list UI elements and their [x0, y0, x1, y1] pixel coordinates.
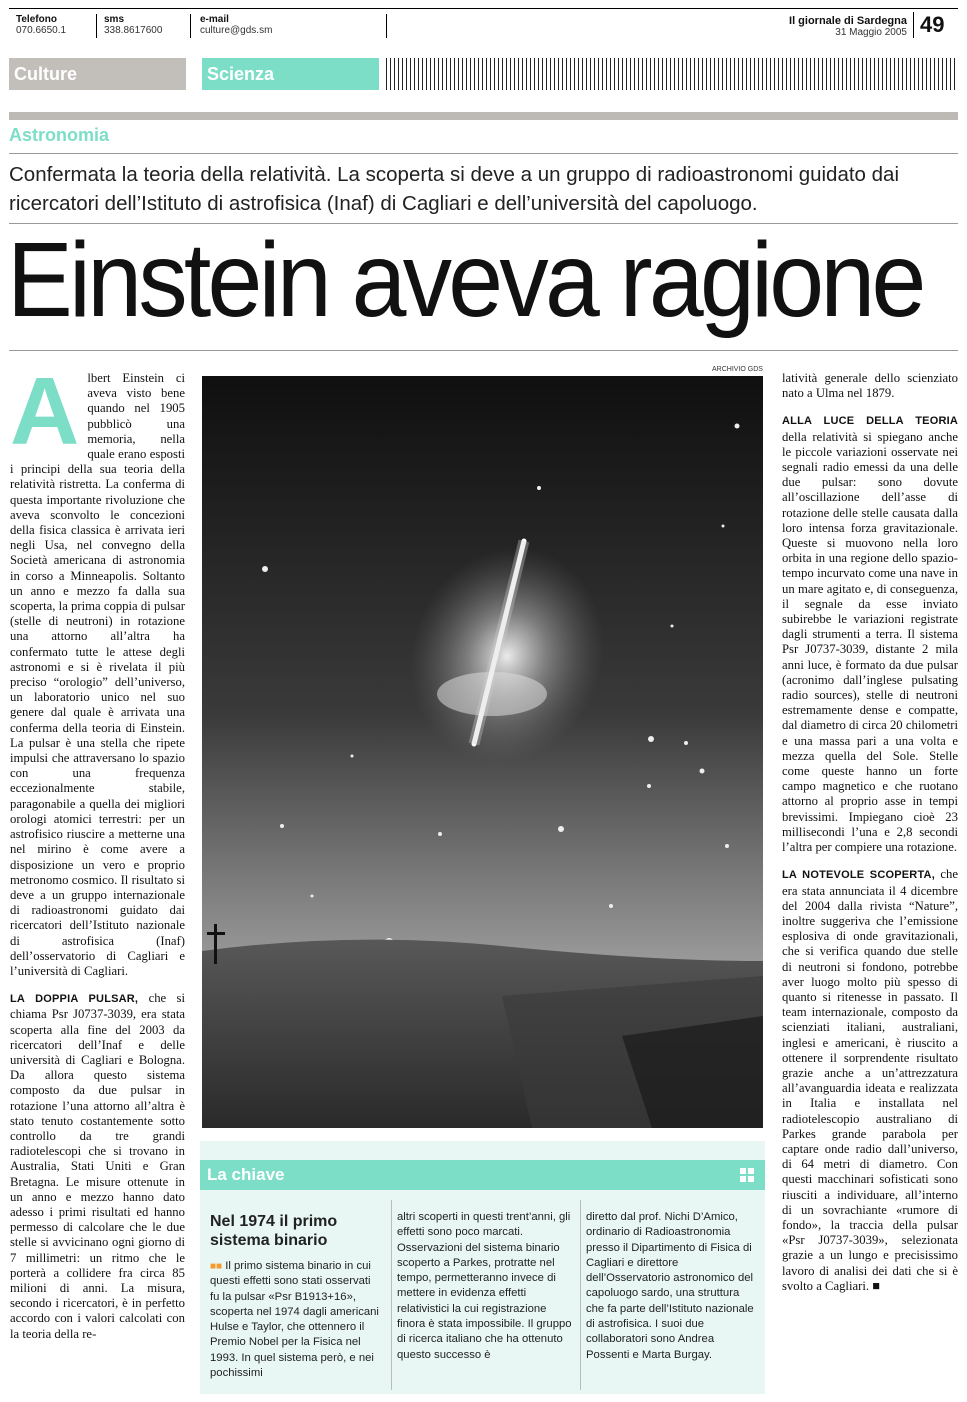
intro-text: lbert Einstein ci aveva visto bene quando nel 1905 pubblicò una memoria, nella quale erano esposti i principi della sua teoria della relatività ristretta. La conferma di questa importante rivoluzione che aveva sconvolto le concezioni della fisica classica è arrivata ieri negli Usa, nel convegno della Società americana di astronomia in corso a Minneapolis. Soltanto un anno e mezzo fa dalla sua scoperta, la prima coppia di pulsar (stelle di neutroni) in rotazione una attorno all’altra ha confermato tutte le attese degli astronomi e si è rivelata il più preciso “orologio” dell’universo, un laboratorio unico nel suo genere dal quale è arrivata una conferma della teoria di Einstein. La pulsar è una stella che ripete impulsi che attraversano lo spazio con una frequenza eccezionalmente stabile, paragonabile a quella dei migliori orologi atomici terrestri: per un astrofisico riuscire a metterne una nel mirino è come avere a disposizione un vero e proprio metronomo cosmico. Il risultato si deve a un gruppo internazionale di radioastronomi guidato dai ricercatori dell’Istituto nazionale di astrofisica (Inaf) dell’osservatorio di Cagliari e l’università di Cagliari.	[10, 371, 185, 978]
article-column-1	[10, 358, 185, 1354]
article-subtitle: Confermata la teoria della relatività. La scoperta si deve a un gruppo di radioastronomi guidato dai ricercatori dell’Istituto di astrofisica (Inaf) di Cagliari e dell’università del capoluogo.	[9, 163, 899, 215]
info-box-separator-2	[580, 1200, 581, 1390]
headline-rule	[9, 350, 958, 351]
headline: Einstein aveva ragione	[7, 221, 923, 339]
article-paragraph-continuation	[782, 371, 958, 401]
masthead-info	[789, 16, 907, 38]
grid-icon	[740, 1168, 754, 1182]
info-box-bullet: ■■	[210, 1261, 223, 1272]
info-box-text-3: diretto dal prof. Nichi D’Amico, ordinario di Radioastronomia presso il Dipartimento di Fisica di Cagliari e direttore dell’Osservatorio astronomico del capoluogo sardo, una struttura che fa parte dell’Istituto nazionale di astrofisica. I suoi due collaboratori sono Andrea Possenti e Marta Burgay.	[586, 1211, 754, 1361]
info-box-text-1: Il primo sistema binario in cui questi effetti sono stati osservati fu la pulsar «Psr B1913+16», scoperta nel 1974 dagli americani Hulse e Taylor, che ottennero il Premio Nobel per la Fisica nel 1993. In quel sistema però, e nei pochissimi	[210, 1260, 379, 1380]
article-paragraph-notevole-scoperta	[782, 867, 958, 1294]
top-rule	[9, 8, 958, 9]
continuation-text: latività generale dello scienziato nato a Ulma nel 1879.	[782, 371, 958, 401]
grey-band	[9, 112, 958, 120]
article-paragraph-luce-teoria	[782, 413, 958, 855]
info-box-column-3	[586, 1210, 758, 1363]
photo-credit: ARCHIVIO GDS	[712, 366, 763, 373]
info-box-header	[200, 1160, 765, 1190]
page-number-divider	[913, 12, 914, 38]
info-box-separator-1	[391, 1200, 392, 1390]
phone-contact	[16, 14, 97, 38]
runin-doppia-pulsar: LA DOPPIA PULSAR,	[10, 993, 139, 1006]
info-box-title: Nel 1974 il primo sistema binario	[210, 1213, 338, 1249]
night-sky-image	[202, 376, 763, 1128]
info-box-column-2	[397, 1210, 574, 1363]
article-paragraph-intro	[10, 358, 185, 979]
decorative-stripes	[386, 58, 958, 90]
section-tag: Culture	[9, 58, 186, 90]
email-label: e-mail	[200, 14, 229, 25]
issue-date: 31 Maggio 2005	[835, 27, 907, 38]
page-number: 49	[920, 12, 945, 37]
phone-value: 070.6650.1	[16, 25, 67, 36]
newspaper-name: Il giornale di Sardegna	[789, 15, 907, 27]
sms-contact	[104, 14, 191, 38]
doppia-pulsar-text: che si chiama Psr J0737-3039, era stata scoperta alla fine del 2003 da ricercatori dell’Inaf e delle università di Cagliari e Bologna. Da allora questo sistema composto da due pulsar in rotazione l’una attorno all’altra è stato tenuto costantemente sotto controllo da tre grandi radiotelescopi che si trovano in Australia, Stati Uniti e Gran Bretagna. Le misure ottenute in un anno e mezzo hanno dato adesso i primi risultati ed hanno permesso di calcolare che le due stelle si avvicinano ogni giorno di 7 millimetri: un ritmo che le porterà a collidere fra circa 85 milioni di anni. La misura, secondo i ricercatori, è in perfetto accordo con i valori calcolati con la teoria della re-	[10, 991, 185, 1341]
phone-label: Telefono	[16, 14, 57, 25]
sms-value: 338.8617600	[104, 25, 163, 36]
info-box-text-2: altri scoperti in questi trent’anni, gli effetti sono poco marcati. Osservazioni del sistema binario scoperto a Parkes, protratte nel tempo, permetteranno invece di mettere in evidenza effetti relativistici la cui registrazione finora è stata impossibile. Il gruppo di ricerca italiano che ha ottenuto questo successo è	[397, 1211, 572, 1361]
runin-notevole-scoperta: LA NOTEVOLE SCOPERTA,	[782, 869, 935, 882]
article-paragraph-doppia-pulsar	[10, 991, 185, 1342]
email-contact	[200, 14, 387, 38]
subsection-tag: Scienza	[202, 58, 379, 90]
article-kicker: Astronomia	[9, 125, 110, 145]
runin-luce-teoria: ALLA LUCE DELLA TEORIA	[782, 415, 958, 428]
article-column-3	[782, 371, 958, 1306]
end-mark: ■	[872, 1278, 880, 1293]
drop-cap: A	[10, 358, 80, 465]
info-box-column-1	[210, 1212, 382, 1381]
luce-teoria-text: della relatività si spiegano anche le piccole variazioni osservate nei segnali radio emessi da una delle due pulsar: sono dovute all’oscillazione dell’asse di rotazione delle stelle causata dalla loro intensa forza gravitazionale. Queste si muovono nella loro orbita in una regione dello spazio-tempo incurvato come una nave in un mare agitato e, di conseguenza, il segnale da esse inviato subirebbe le variazioni registrate dagli strumenti a terra. Il sistema Psr J0737-3039, distante 2 mila anni luce, è formato da due pulsar (acronimo dall’inglese pulsating radio sources), stelle di neutroni estremamente dense e compatte, dal diametro di circa 20 chilometri e una massa pari a una volta e mezza quella del Sole. Stelle come queste hanno un forte campo magnetico e che ruotano attorno al proprio asse in tempi brevissimi. Impiegano cioè 23 millisecondi l’una e 2,8 secondi l’altra per compiere una rotazione.	[782, 429, 958, 855]
notevole-scoperta-text: che era stata annunciata il 4 dicembre del 2004 dalla rivista “Nature”, inoltre suggeriva che l’emissione esplosiva di onde gravitazionali, che si verifica quando due stelle di neutroni si fondono, potrebbe aver luogo molto più spesso di quanto si ritenesse in passato. Il team internazionale, composto da scienziati italiani, australiani, inglesi e americani, è riuscito a ottenere il sorprendente risultato grazie anche a un’attrezzatura all’avanguardia ideata e realizzata in Italia e installata nel radiotelescopio australiano di Parkes grande parabola per captare onde radio dall’universo, di 64 metri di diametro. Con questi macchinari sofisticati sono riusciti a individuare, all’interno di un sovrachiante «rumore di fondo», la traccia della pulsar «Psr J0737-3039», selezionata grazie a un lungo e precisissimo lavoro di analisi dei dati che si è svolto a Cagliari.	[782, 867, 958, 1293]
sms-label: sms	[104, 14, 125, 25]
photo-meteor-sky	[202, 376, 763, 1128]
info-box-label: La chiave	[207, 1165, 285, 1184]
email-value: culture@gds.sm	[200, 25, 273, 36]
kicker-rule	[9, 153, 958, 154]
